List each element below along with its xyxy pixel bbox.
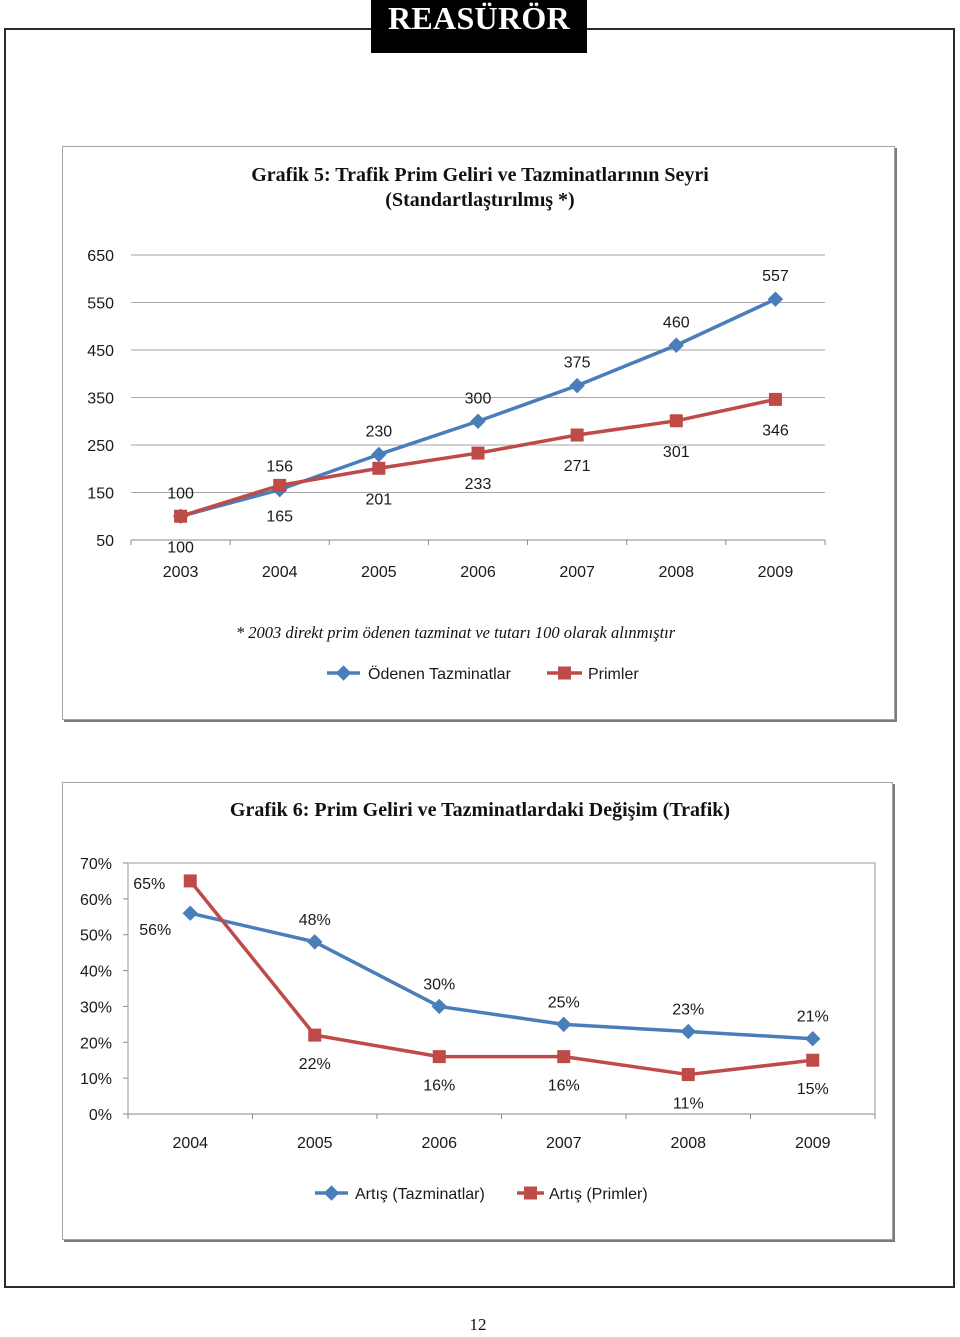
- y-tick-label: 50: [96, 533, 114, 550]
- primler-data-label: 233: [464, 476, 492, 494]
- chart-5-subtitle: (Standartlaştırılmış *): [385, 189, 575, 211]
- artis-primler-data-label: 16%: [423, 1077, 456, 1095]
- chart-6-title: Grafik 6: Prim Geliri ve Tazminatlardaki Değişim (Trafik): [229, 799, 731, 821]
- primler-data-label: 165: [266, 508, 294, 526]
- y-tick-label: 0%: [88, 1107, 112, 1124]
- x-tick-label: 2008: [670, 1135, 707, 1152]
- artis-tazminatlar-data-label: 56%: [139, 922, 172, 940]
- x-tick-label: 2004: [172, 1135, 209, 1152]
- page-number: 12: [469, 1315, 487, 1334]
- y-tick-label: 20%: [79, 1035, 112, 1053]
- x-tick-label: 2009: [794, 1135, 831, 1152]
- odenen-tazminatlar-data-label: 300: [464, 390, 492, 408]
- artis-tazminatlar-data-label: 21%: [796, 1008, 829, 1026]
- artis-primler-data-label: 11%: [672, 1095, 704, 1113]
- artis-tazminatlar-data-label: 23%: [672, 1001, 705, 1019]
- x-tick-label: 2007: [559, 564, 595, 581]
- artis-primler-data-label: 15%: [796, 1081, 829, 1099]
- artis-tazminatlar-legend-label: Artış (Tazminatlar): [355, 1186, 485, 1203]
- primler-legend-label: Primler: [588, 666, 639, 683]
- y-tick-label: 650: [87, 248, 114, 265]
- odenen-tazminatlar-data-label: 557: [762, 268, 789, 286]
- x-tick-label: 2007: [545, 1135, 582, 1152]
- y-tick-label: 10%: [79, 1071, 112, 1089]
- odenen-tazminatlar-data-label: 460: [662, 314, 690, 332]
- artis-tazminatlar-data-label: 48%: [298, 911, 331, 929]
- artis-primler-data-label: 65%: [133, 875, 166, 893]
- artis-tazminatlar-data-label: 25%: [547, 994, 580, 1012]
- odenen-tazminatlar-data-label: 375: [563, 354, 591, 372]
- x-tick-label: 2006: [421, 1135, 458, 1152]
- primler-data-label: 201: [365, 491, 393, 509]
- artis-primler-legend-label: Artış (Primler): [549, 1186, 648, 1203]
- odenen-tazminatlar-legend-label: Ödenen Tazminatlar: [368, 666, 511, 683]
- primler-data-label: 271: [563, 458, 591, 476]
- y-tick-label: 40%: [79, 963, 112, 981]
- y-tick-label: 250: [87, 438, 114, 455]
- artis-tazminatlar-data-label: 30%: [423, 976, 456, 994]
- y-tick-label: 70%: [79, 856, 112, 873]
- odenen-tazminatlar-data-label: 230: [365, 423, 393, 441]
- primler-data-label: 100: [167, 539, 194, 557]
- chart-6-container: [62, 782, 893, 1240]
- odenen-tazminatlar-data-label: 100: [167, 485, 194, 503]
- artis-primler-data-label: 22%: [298, 1056, 331, 1074]
- x-tick-label: 2004: [261, 564, 298, 581]
- primler-data-label: 301: [662, 443, 690, 461]
- artis-primler-data-label: 16%: [547, 1077, 580, 1095]
- x-tick-label: 2005: [296, 1135, 333, 1152]
- y-tick-label: 30%: [79, 999, 112, 1017]
- y-tick-label: 450: [87, 343, 114, 360]
- x-tick-label: 2005: [361, 564, 397, 581]
- primler-data-label: 346: [762, 422, 789, 440]
- y-tick-label: 60%: [79, 891, 112, 909]
- x-tick-label: 2008: [658, 564, 695, 581]
- page-header: [371, 0, 587, 53]
- x-tick-label: 2009: [757, 564, 794, 581]
- y-tick-label: 150: [87, 485, 114, 503]
- y-tick-label: 350: [87, 390, 114, 408]
- y-tick-label: 50%: [79, 927, 112, 945]
- chart-5-footnote: * 2003 direkt prim ödenen tazminat ve tutarı 100 olarak alınmıştır: [235, 623, 676, 642]
- y-tick-label: 550: [87, 295, 114, 313]
- odenen-tazminatlar-data-label: 156: [266, 458, 294, 476]
- header-title: REASÜRÖR: [388, 0, 570, 36]
- chart-5-title: Grafik 5: Trafik Prim Geliri ve Tazminatlarının Seyri: [251, 164, 709, 186]
- x-tick-label: 2003: [162, 564, 199, 581]
- x-tick-label: 2006: [460, 564, 496, 581]
